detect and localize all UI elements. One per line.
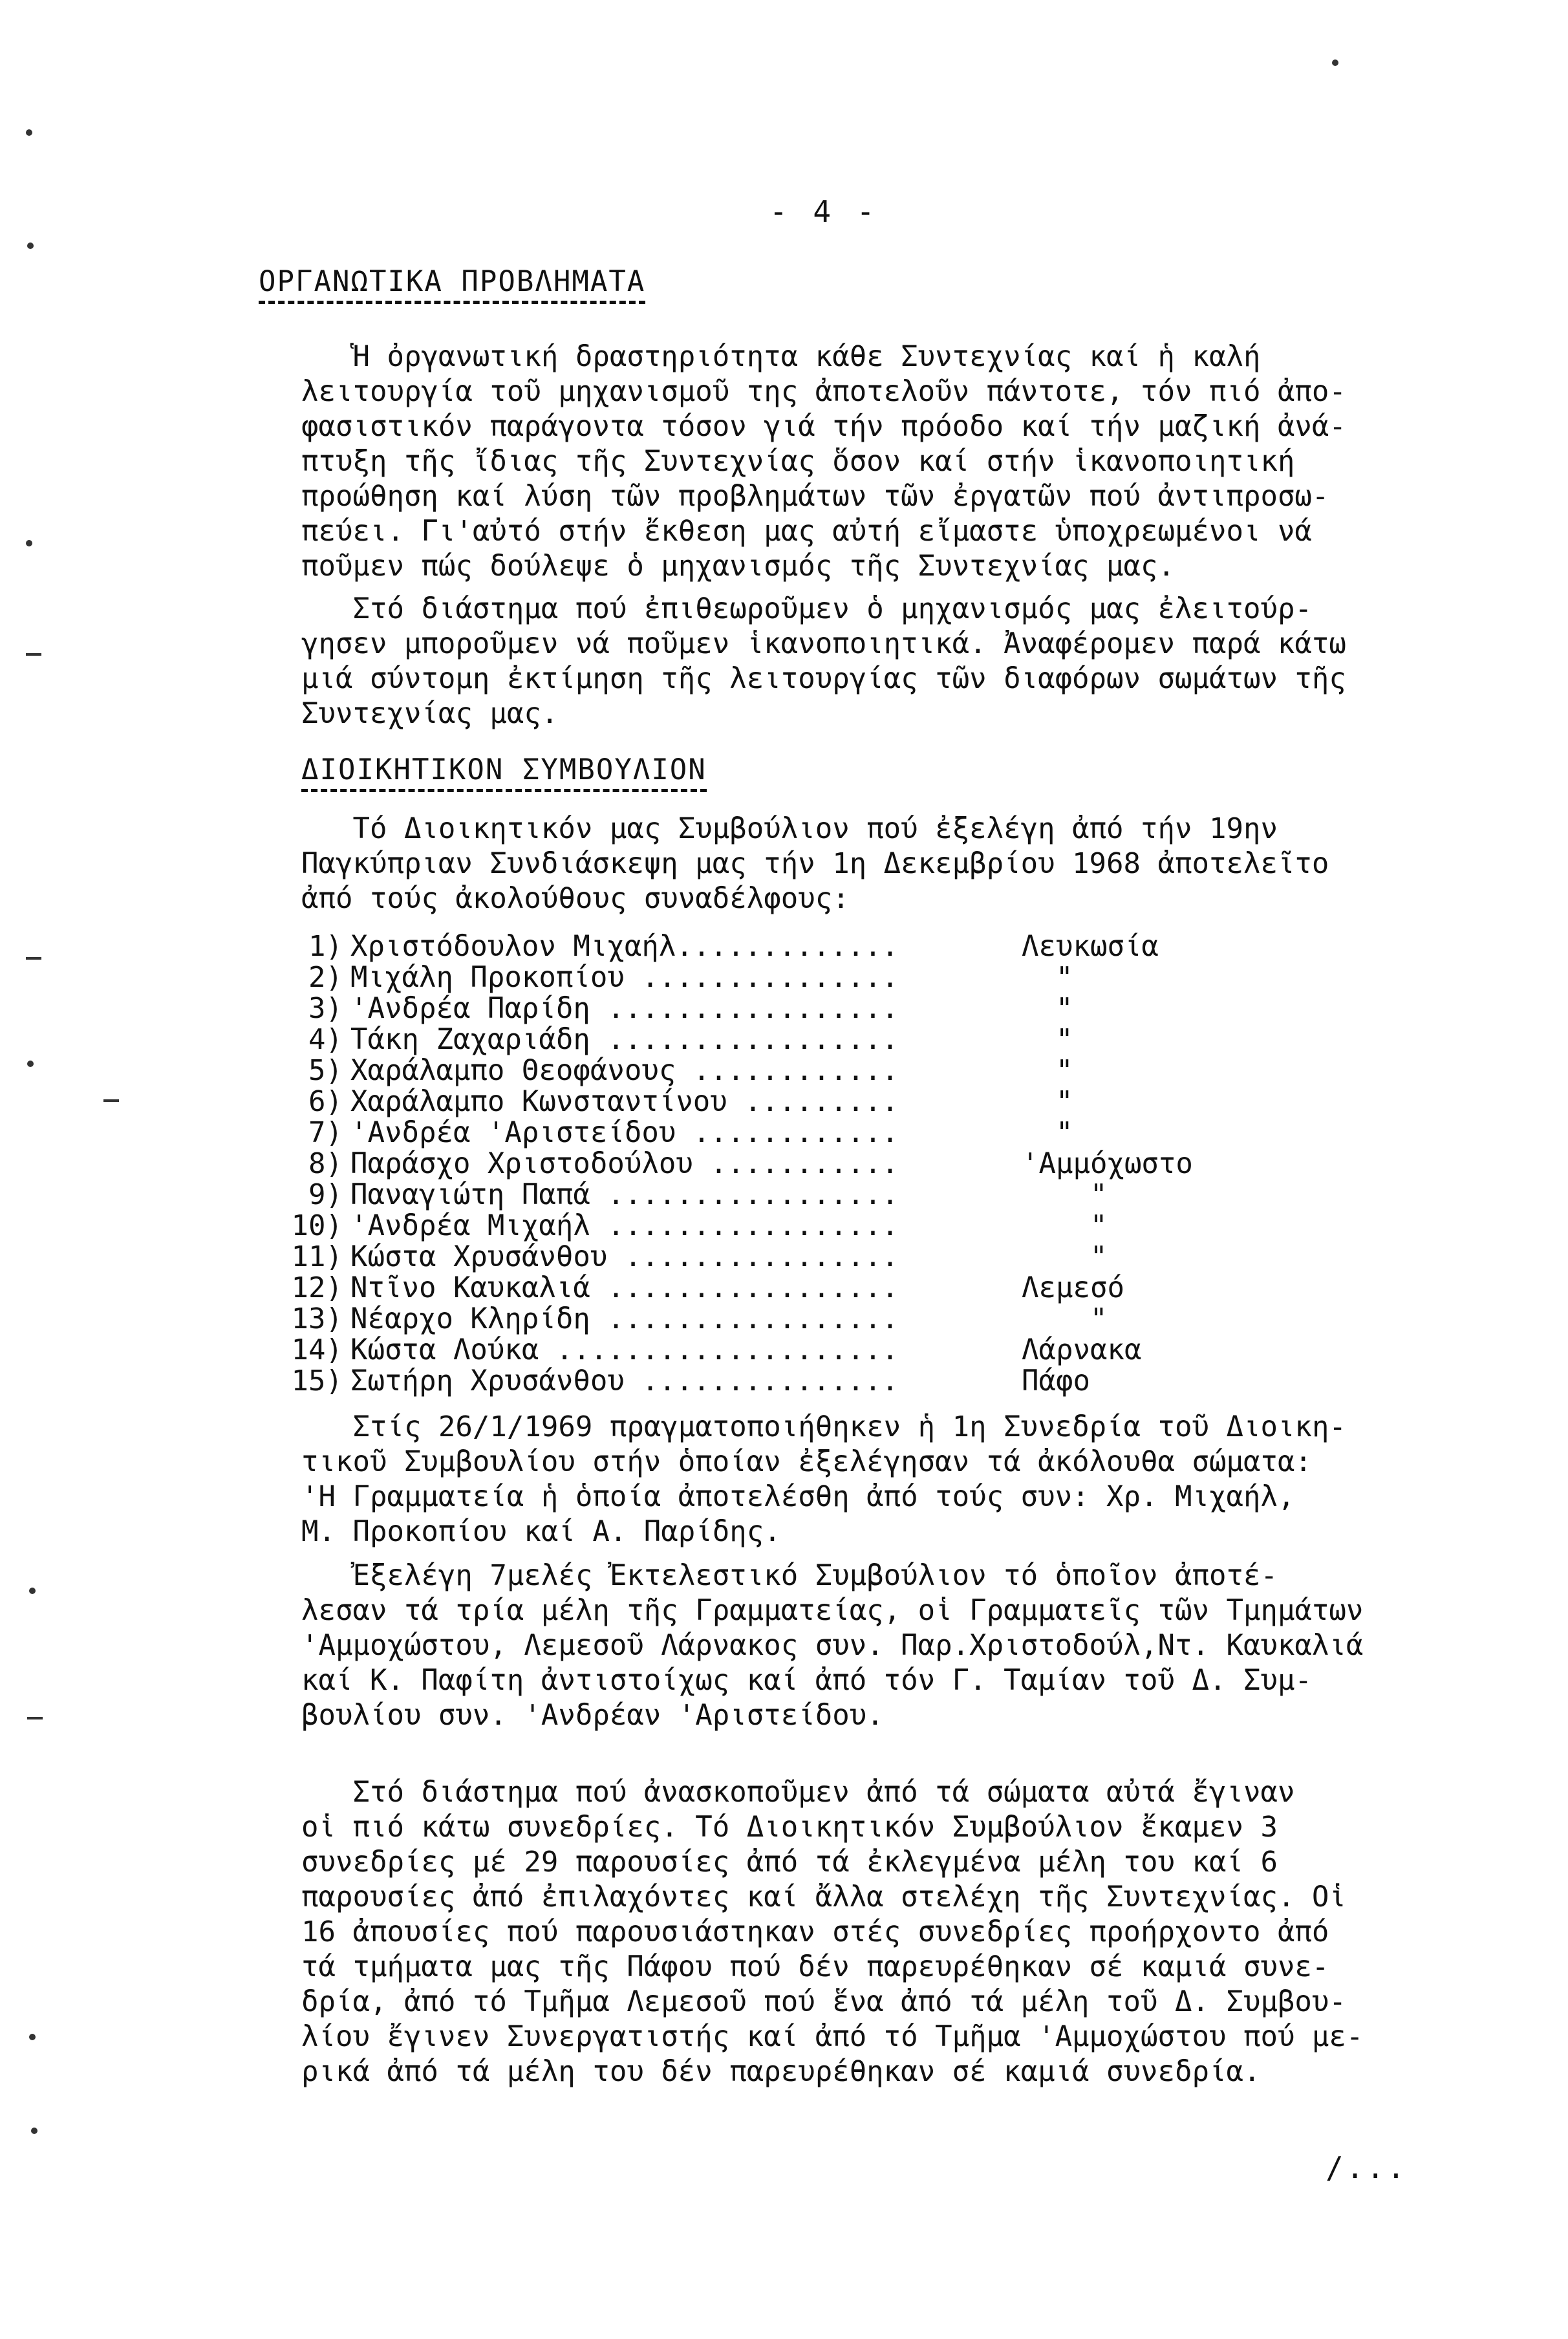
paragraph-mechanism-assessment: Στό διάστημα πού ἐπιθεωροῦμεν ὁ μηχανισμός μας ἐλειτούρ- γησεν μποροῦμεν νά ποῦμεν ἱκανοποιητικά. Ἀναφέρομεν παρά κάτω μιά σύντομη ἐκτίμηση τῆς λειτουργίας τῶν διαφόρων σωμάτων τῆς Συντεχνίας μας. <box>301 592 1346 730</box>
member-place: " <box>1022 961 1073 994</box>
member-place: Πάφο <box>1022 1364 1090 1397</box>
list-item <box>278 1117 1507 1148</box>
member-place: " <box>1022 1302 1108 1335</box>
margin-mark <box>29 1588 36 1594</box>
list-item <box>278 1304 1507 1335</box>
member-place: " <box>1022 1085 1073 1118</box>
member-place: " <box>1022 1209 1108 1242</box>
member-place: " <box>1022 1178 1108 1211</box>
margin-mark <box>27 1717 43 1719</box>
member-number: 12) <box>291 1271 343 1304</box>
section-heading-organizational-problems: ΟΡΓΑΝΩΤΙΚΑ ΠΡΟΒΛΗΜΑΤΑ <box>259 265 645 304</box>
list-item <box>278 1055 1507 1086</box>
council-members-list <box>278 931 1507 1397</box>
member-number: 10) <box>291 1209 343 1242</box>
list-item <box>278 1335 1507 1366</box>
member-name: Κώστα Χρυσάνθου ................ <box>350 1240 899 1273</box>
member-name: Νέαρχο Κληρίδη ................. <box>350 1302 899 1335</box>
member-number: 3) <box>308 992 343 1025</box>
list-item <box>278 1242 1507 1273</box>
list-item <box>278 1086 1507 1117</box>
paragraph-organizational-activity: Ἡ ὀργανωτική δραστηριότητα κάθε Συντεχνίας καί ἡ καλή λειτουργία τοῦ μηχανισμοῦ της ἀποτελοῦν πάντοτε, τόν πιό ἀπο- φασιστικόν παράγοντα τόσον γιά τήν πρόοδο καί τήν μαζική ἀνά- πτυξη τῆς ἴδιας τῆς Συντεχνίας ὅσον καί στήν ἱκανοποιητική προώθηση καί λύση τῶν προβλημάτων τῶν ἐργατῶν πού ἀντιπροσω- πεύει. Γι'αὐτό στήν ἔκθεση μας αὐτή εἴμαστε ὑποχρεωμένοι νά ποῦμεν πώς δούλεψε ὁ μηχανισμός τῆς Συντεχνίας μας. <box>301 340 1346 583</box>
member-number: 9) <box>308 1178 343 1211</box>
member-name: 'Ανδρέα 'Αριστείδου ............ <box>350 1116 899 1149</box>
margin-mark <box>26 653 41 656</box>
list-item <box>278 962 1507 993</box>
paragraph-first-meeting: Στίς 26/1/1969 πραγματοποιήθηκεν ἡ 1η Συνεδρία τοῦ Διοικη- τικοῦ Συμβουλίου στήν ὁποίαν ἐξελέγησαν τά ἀκόλουθα σώματα: 'Η Γραμματεία ἡ ὁποία ἀποτελέσθη ἀπό τούς συν: Χρ. Μιχαήλ, Μ. Προκοπίου καί Α. Παρίδης. <box>301 1410 1346 1548</box>
section-heading-administrative-council: ΔΙΟΙΚΗΤΙΚΟΝ ΣΥΜΒΟΥΛΙΟΝ <box>301 753 707 792</box>
member-place: " <box>1022 992 1073 1025</box>
member-name: 'Ανδρέα Παρίδη ................. <box>350 992 899 1025</box>
list-item <box>278 1211 1507 1242</box>
list-item <box>278 931 1507 962</box>
margin-mark <box>26 540 32 546</box>
paragraph-executive-council: Ἐξελέγη 7μελές Ἐκτελεστικό Συμβούλιον τό ὁποῖον ἀποτέ- λεσαν τά τρία μέλη τῆς Γραμματείας, οἱ Γραμματεῖς τῶν Τμημάτων 'Αμμοχώστου, Λεμεσοῦ Λάρνακος συν. Παρ.Χριστοδούλ,Ντ. Καυκαλιά καί Κ. Παφίτη ἀντιστοίχως καί ἀπό τόν Γ. Ταμίαν τοῦ Δ. Συμ- βουλίου συν. 'Ανδρέαν 'Αριστείδου. <box>301 1559 1364 1732</box>
margin-mark <box>1332 59 1338 66</box>
member-name: Ντῖνο Καυκαλιά ................. <box>350 1271 899 1304</box>
margin-mark <box>103 1099 119 1102</box>
member-number: 5) <box>308 1054 343 1087</box>
paragraph-meetings-attendance: Στό διάστημα πού ἀνασκοποῦμεν ἀπό τά σώματα αὐτά ἔγιναν οἱ πιό κάτω συνεδρίες. Τό Διοικητικόν Συμβούλιον ἔκαμεν 3 συνεδρίες μέ 29 παρουσίες ἀπό τά ἐκλεγμένα μέλη του καί 6 παρουσίες ἀπό ἐπιλαχόντες καί ἄλλα στελέχη τῆς Συντεχνίας. Οἱ 16 ἀπουσίες πού παρουσιάστηκαν στές συνεδρίες προήρχοντο ἀπό τά τμήματα μας τῆς Πάφου πού δέν παρευρέθηκαν σέ καμιά συνε- δρία, ἀπό τό Τμῆμα Λεμεσοῦ πού ἕνα ἀπό τά μέλη τοῦ Δ. Συμβου- λίου ἔγινεν Συνεργατιστής καί ἀπό τό Τμῆμα 'Αμμοχώστου πού με- ρικά ἀπό τά μέλη του δέν παρευρέθηκαν σέ καμιά συνεδρία. <box>301 1776 1364 2088</box>
member-name: Χαράλαμπο Θεοφάνους ............ <box>350 1054 899 1087</box>
member-name: Παναγιώτη Παπά ................. <box>350 1178 899 1211</box>
list-item <box>278 1366 1507 1397</box>
list-item <box>278 1273 1507 1304</box>
member-number: 15) <box>291 1364 343 1397</box>
member-number: 4) <box>308 1023 343 1056</box>
member-place: Λεμεσό <box>1022 1271 1124 1304</box>
margin-mark <box>29 2034 36 2040</box>
member-place: " <box>1022 1116 1073 1149</box>
member-number: 6) <box>308 1085 343 1118</box>
list-item <box>278 993 1507 1024</box>
member-name: Παράσχο Χριστοδούλου ........... <box>350 1147 899 1180</box>
member-name: Μιχάλη Προκοπίου ............... <box>350 961 899 994</box>
member-place: Λάρνακα <box>1022 1333 1142 1366</box>
member-name: 'Ανδρέα Μιχαήλ ................. <box>350 1209 899 1242</box>
continuation-mark: /... <box>1326 2150 1408 2185</box>
margin-mark <box>31 2128 38 2134</box>
member-name: Χριστόδουλον Μιχαήλ............. <box>350 930 899 963</box>
list-item <box>278 1148 1507 1180</box>
member-name: Σωτήρη Χρυσάνθου ............... <box>350 1364 899 1397</box>
member-place: " <box>1022 1054 1073 1087</box>
list-item <box>278 1180 1507 1211</box>
member-place: Λευκωσία <box>1022 930 1159 963</box>
member-name: Κώστα Λούκα .................... <box>350 1333 899 1366</box>
margin-mark <box>27 1061 34 1067</box>
member-number: 1) <box>308 930 343 963</box>
margin-mark <box>27 243 34 249</box>
page-number: - 4 - <box>769 194 879 229</box>
member-place: 'Αμμόχωστο <box>1022 1147 1193 1180</box>
member-number: 8) <box>308 1147 343 1180</box>
member-number: 7) <box>308 1116 343 1149</box>
member-number: 2) <box>308 961 343 994</box>
member-number: 11) <box>291 1240 343 1273</box>
member-number: 14) <box>291 1333 343 1366</box>
member-name: Χαράλαμπο Κωνσταντίνου ......... <box>350 1085 899 1118</box>
member-place: " <box>1022 1023 1073 1056</box>
margin-mark <box>26 957 41 960</box>
member-number: 13) <box>291 1302 343 1335</box>
margin-mark <box>26 129 32 136</box>
member-name: Τάκη Ζαχαριάδη ................. <box>350 1023 899 1056</box>
paragraph-council-intro: Τό Διοικητικόν μας Συμβούλιον πού ἐξελέγη ἀπό τήν 19ην Παγκύπριαν Συνδιάσκεψη μας τήν 1η Δεκεμβρίου 1968 ἀποτελεῖτο ἀπό τούς ἀκολούθους συναδέλφους: <box>301 812 1329 915</box>
list-item <box>278 1024 1507 1055</box>
member-place: " <box>1022 1240 1108 1273</box>
